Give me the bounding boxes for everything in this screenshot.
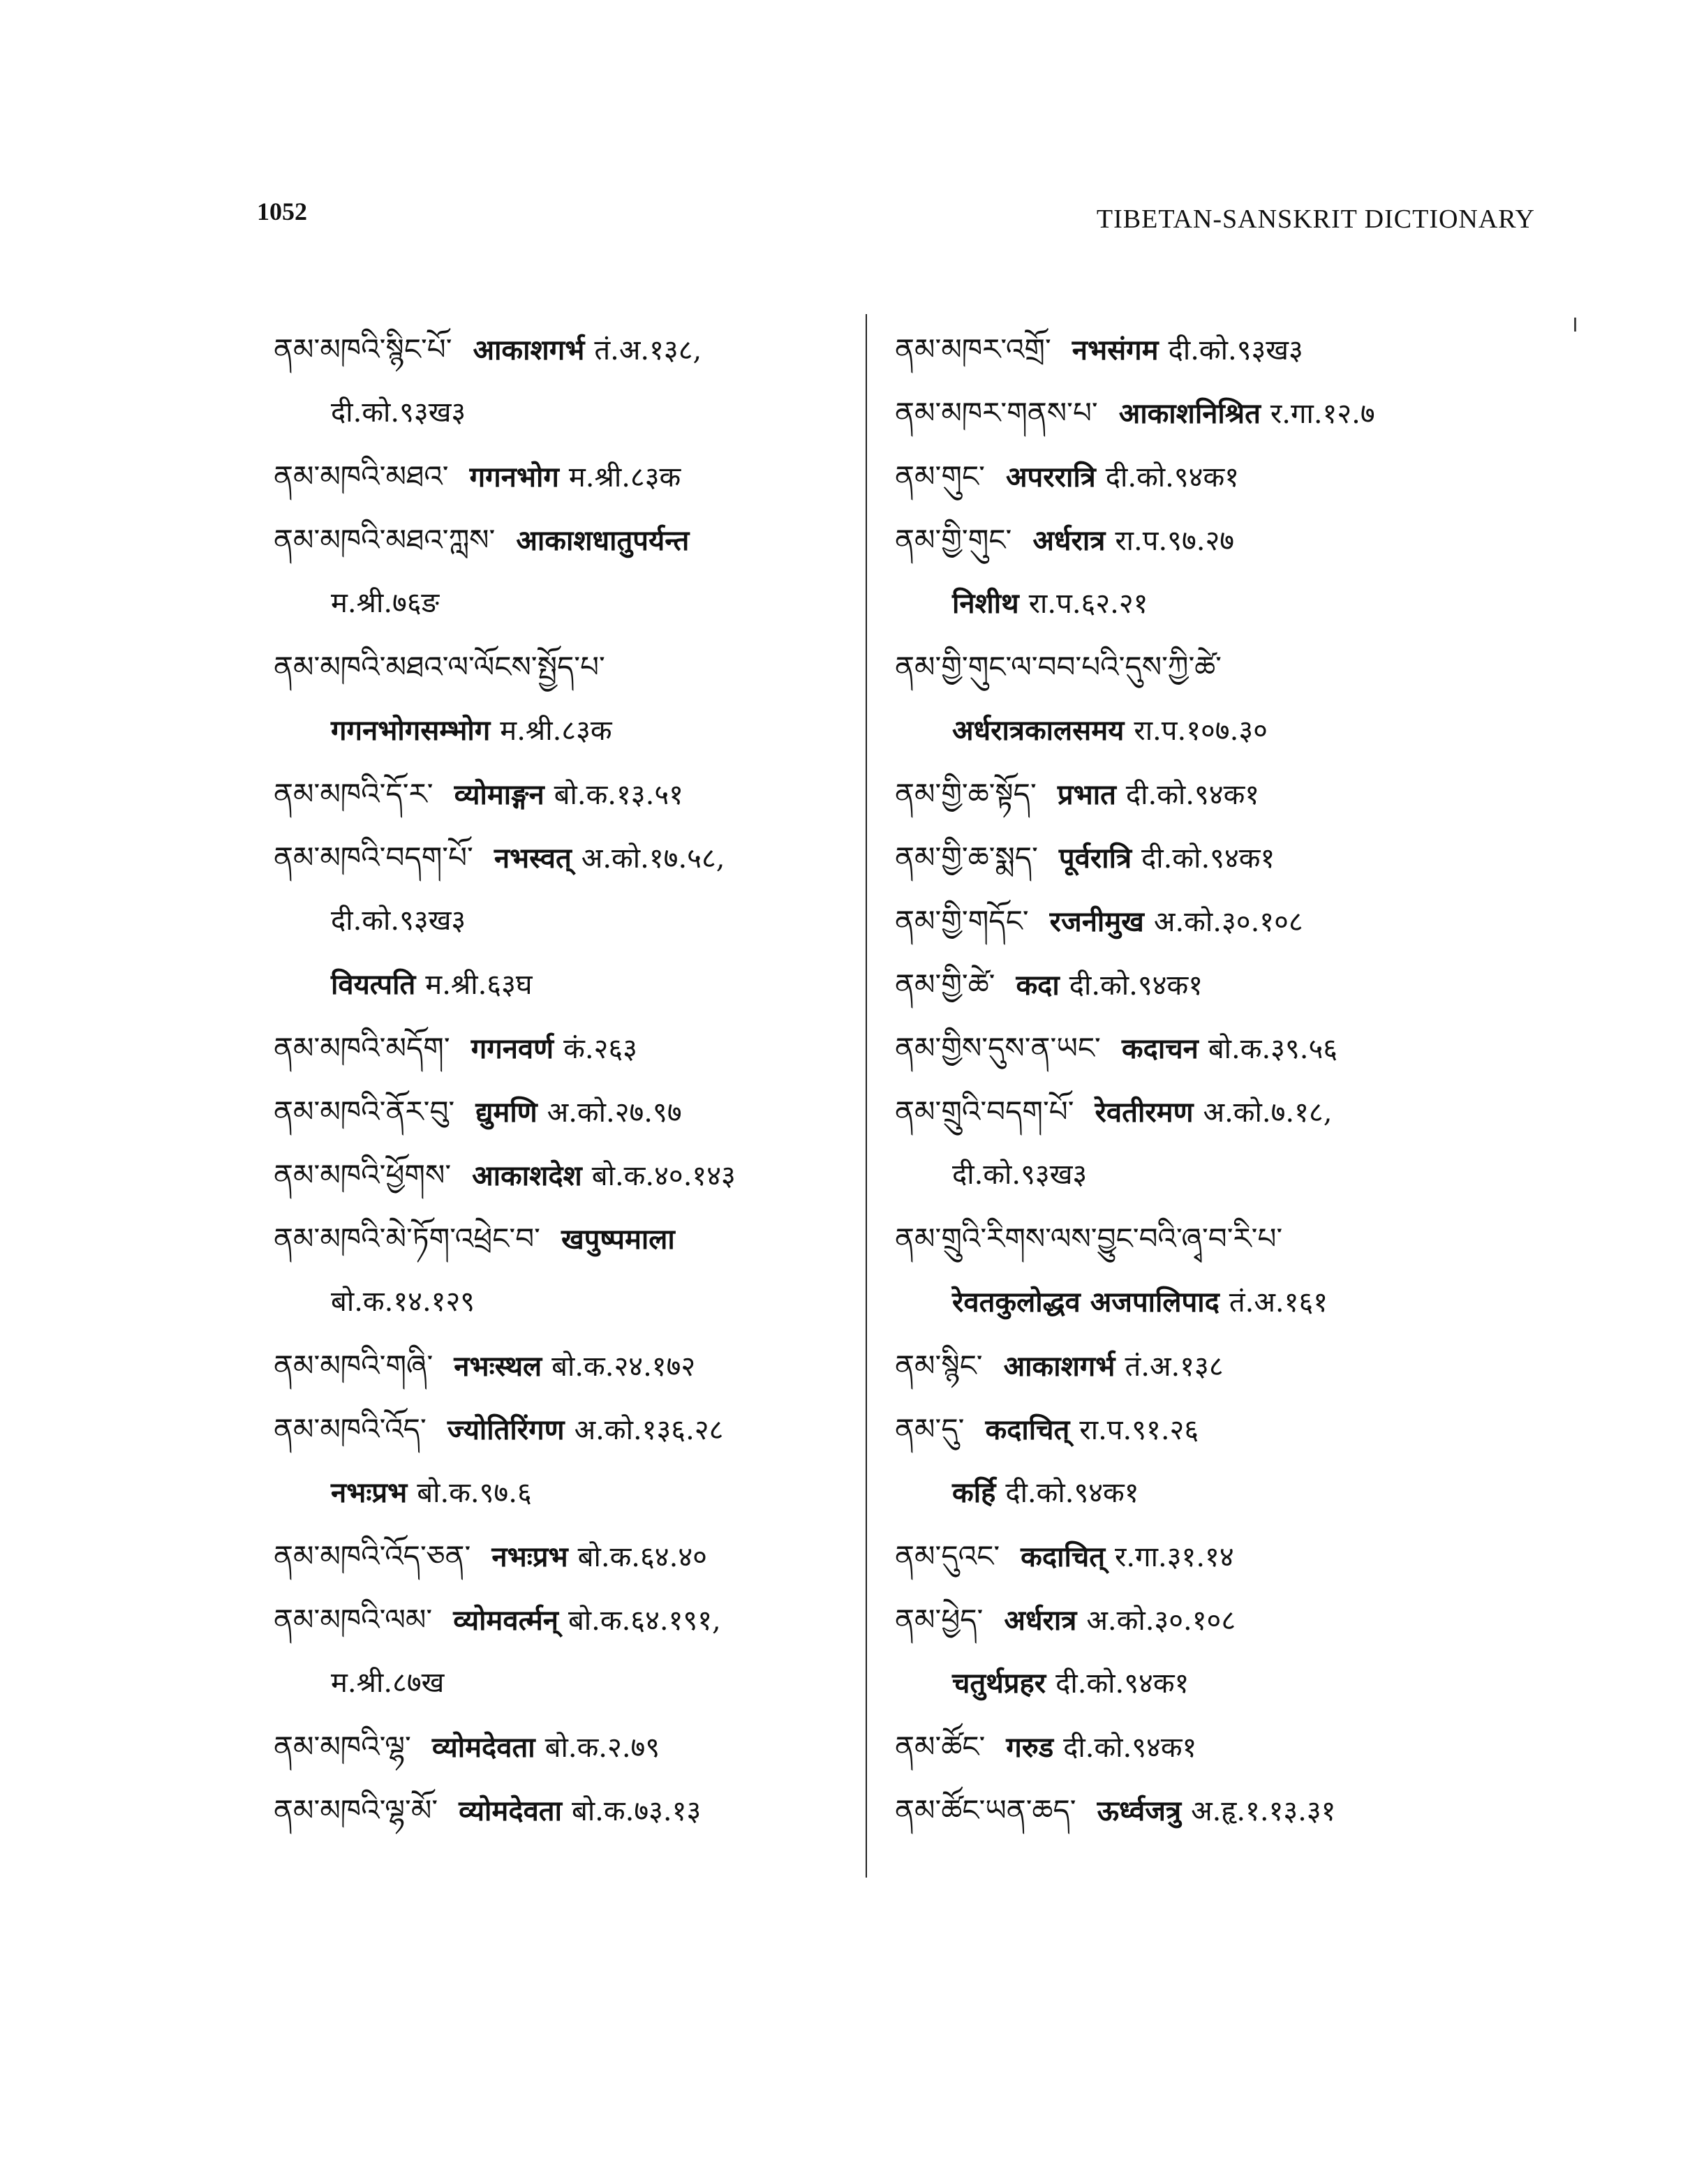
tibetan-headword: ནམ་མཁའི་མཐའ་ལ་ལོངས་སྤྱོད་པ་: [274, 650, 605, 684]
entry-headline: [274, 826, 846, 889]
sanskrit-equivalent: पूर्वरात्रि: [1058, 842, 1132, 875]
entry-headline: [274, 1016, 846, 1080]
dictionary-entry: [895, 1334, 1523, 1397]
sanskrit-equivalent: कर्हि: [952, 1476, 996, 1509]
tibetan-headword: ནམ་དུའང་: [895, 1539, 1000, 1573]
tibetan-headword: ནམ་མཁའི་ནོར་བུ་: [274, 1094, 455, 1129]
sanskrit-equivalent: नभसंगम: [1072, 334, 1159, 366]
entry-continuation-line: [895, 1143, 1523, 1207]
entry-continuation-line: [274, 381, 846, 445]
entry-headline: [274, 1143, 846, 1207]
dictionary-entry: [274, 1715, 846, 1778]
entry-continuation-line: [274, 953, 846, 1016]
dictionary-entry: [274, 1334, 846, 1397]
entry-headline: [274, 1588, 846, 1651]
entry-headline: [895, 953, 1523, 1016]
tibetan-headword: ནམ་མཁར་གནས་པ་: [895, 396, 1098, 430]
sanskrit-equivalent: कदाचित्: [1021, 1540, 1106, 1573]
page-number: 1052: [257, 198, 307, 225]
dictionary-entry: [274, 1778, 846, 1842]
tibetan-headword: ནམ་མཁའི་མདོག་: [274, 1031, 450, 1065]
dictionary-entry: [895, 1715, 1523, 1778]
sanskrit-equivalent: आकाशगर्भ: [1003, 1350, 1115, 1383]
tibetan-headword: ནམ་གུང་: [895, 459, 985, 493]
tibetan-headword: ནམ་མཁའི་ལམ་: [274, 1603, 433, 1637]
scan-speck: [1574, 318, 1576, 332]
entry-headline: [895, 508, 1523, 572]
dictionary-entry: [274, 1143, 846, 1207]
source-reference: तं.अ.१३८: [1125, 1351, 1224, 1383]
tibetan-headword: ནམ་ཕྱེད་: [895, 1603, 984, 1637]
entry-headline: [274, 1207, 846, 1270]
sanskrit-equivalent: खपुष्पमाला: [561, 1223, 675, 1256]
sanskrit-equivalent: व्योमवर्त्मन्: [453, 1604, 558, 1637]
source-reference: बो.क.२४.१७२: [551, 1351, 696, 1383]
source-reference: अ.को.१७.५८,: [581, 842, 725, 875]
source-reference: दी.को.९४क१: [1141, 842, 1275, 875]
entry-headline: [895, 445, 1523, 508]
sanskrit-equivalent: प्रभात: [1057, 778, 1116, 811]
sanskrit-equivalent: ऊर्ध्वजत्रु: [1097, 1795, 1182, 1827]
source-reference: बो.क.६४.४०: [577, 1541, 707, 1573]
dictionary-entry: [895, 318, 1523, 381]
source-reference: म.श्री.७६ङ: [331, 587, 440, 619]
entry-headline: [274, 1778, 846, 1842]
dictionary-entry: [274, 826, 846, 1016]
column-divider: [866, 314, 867, 1878]
entry-headline: [895, 381, 1523, 445]
source-reference: म.श्री.८३क: [568, 461, 681, 493]
dictionary-entry: [895, 508, 1523, 635]
source-reference: बो.क.९७.६: [417, 1477, 532, 1509]
tibetan-headword: ནམ་མཁའི་མཐའ་ཀླས་: [274, 523, 496, 557]
sanskrit-equivalent: व्योमाङ्गन: [454, 778, 544, 811]
sanskrit-equivalent: आकाशनिश्रित: [1118, 397, 1261, 430]
entry-headline: [895, 1207, 1523, 1270]
tibetan-headword: ནམ་དུ་: [895, 1412, 965, 1446]
tibetan-headword: ནམ་མཁའི་སྙིང་པོ་: [274, 332, 452, 366]
tibetan-headword: ནམ་གྱི་ཚེ་: [895, 967, 995, 1002]
tibetan-headword: ནམ་མཁར་འགྲོ་: [895, 332, 1051, 366]
entry-headline: [274, 762, 846, 826]
sanskrit-equivalent: निशीथ: [952, 587, 1019, 620]
entry-headline: [274, 635, 846, 699]
entry-continuation-line: [895, 1461, 1523, 1524]
dictionary-entry: [274, 445, 846, 508]
source-reference: अ.को.२७.९७: [547, 1097, 682, 1129]
source-reference: अ.को.३०.१०८: [1153, 906, 1303, 938]
sanskrit-equivalent: व्योमदेवता: [459, 1795, 562, 1827]
source-reference: दी.को.९४क१: [1063, 1732, 1197, 1764]
sanskrit-equivalent: रजनीमुख: [1049, 905, 1144, 938]
source-reference: अ.को.७.१८,: [1203, 1097, 1333, 1129]
tibetan-headword: ནམ་ཚོང་: [895, 1730, 986, 1764]
sanskrit-equivalent: कदाचित्: [985, 1413, 1070, 1446]
entry-continuation-line: [274, 889, 846, 953]
entry-continuation-line: [895, 1270, 1523, 1334]
source-reference: म.श्री.८३क: [500, 715, 612, 747]
dictionary-entry: [274, 1588, 846, 1715]
sanskrit-equivalent: द्युमणि: [475, 1096, 538, 1129]
tibetan-headword: ནམ་གྱིས་དུས་ན་ཡང་: [895, 1031, 1101, 1065]
dictionary-entry: [895, 635, 1523, 762]
sanskrit-equivalent: आकाशदेश: [472, 1159, 582, 1192]
tibetan-headword: ནམ་མཁའི་འོད་ཅན་: [274, 1539, 471, 1573]
entry-headline: [895, 762, 1523, 826]
entry-headline: [274, 1080, 846, 1143]
sanskrit-equivalent: चतुर्थप्रहर: [952, 1667, 1046, 1700]
dictionary-entry: [895, 445, 1523, 508]
entry-headline: [895, 826, 1523, 889]
source-reference: दी.को.९४क१: [1005, 1477, 1139, 1509]
dictionary-entry: [895, 1016, 1523, 1080]
dictionary-entry: [274, 1524, 846, 1588]
source-reference: दी.को.९४क१: [1105, 461, 1239, 493]
dictionary-entry: [274, 1397, 846, 1524]
dictionary-entry: [895, 889, 1523, 953]
left-column: [274, 318, 846, 1842]
source-reference: अ.को.३०.१०८: [1086, 1605, 1236, 1637]
sanskrit-equivalent: गगनभोग: [469, 461, 559, 493]
entry-headline: [274, 1397, 846, 1461]
tibetan-headword: ནམ་གྲུའི་རིགས་ལས་བྱུང་བའི་ཞྭ་བ་རི་པ་: [895, 1221, 1283, 1256]
entry-continuation-line: [895, 699, 1523, 762]
dictionary-entry: [895, 1397, 1523, 1524]
tibetan-headword: ནམ་གྲུའི་བདག་པོ་: [895, 1094, 1074, 1129]
dictionary-entry: [895, 826, 1523, 889]
source-reference: बो.क.१४.१२९: [331, 1286, 475, 1318]
entry-continuation-line: [895, 572, 1523, 635]
sanskrit-equivalent: गगनभोगसम्भोग: [331, 714, 491, 747]
dictionary-entry: [274, 508, 846, 635]
running-head: TIBETAN-SANSKRIT DICTIONARY: [1096, 205, 1535, 234]
tibetan-headword: ནམ་མཁའི་དོ་ར་: [274, 777, 433, 811]
entry-headline: [895, 318, 1523, 381]
source-reference: अ.हृ.१.१३.३१: [1191, 1795, 1336, 1827]
dictionary-entry: [895, 953, 1523, 1016]
dictionary-entry: [895, 762, 1523, 826]
dictionary-entry: [895, 1207, 1523, 1334]
dictionary-entry: [895, 1778, 1523, 1842]
tibetan-headword: ནམ་མཁའི་མེ་ཏོག་འཕྲེང་བ་: [274, 1221, 540, 1256]
source-reference: दी.को.९४क१: [1069, 970, 1203, 1002]
sanskrit-equivalent: अर्धरात्र: [1004, 1604, 1077, 1637]
source-reference: रा.प.६२.२१: [1028, 588, 1148, 620]
sanskrit-equivalent: नभःप्रभ: [491, 1540, 568, 1573]
right-column: [895, 318, 1523, 1842]
source-reference: तं.अ.१३८,: [594, 334, 702, 366]
tibetan-headword: ནམ་གྱི་གདོང་: [895, 904, 1029, 938]
source-reference: म.श्री.६३घ: [425, 969, 533, 1001]
tibetan-headword: ནམ་མཁའི་ཕྱོགས་: [274, 1158, 452, 1192]
sanskrit-equivalent: गरुड: [1006, 1731, 1054, 1764]
dictionary-entry: [895, 1524, 1523, 1588]
source-reference: रा.प.१०७.३०: [1134, 715, 1268, 747]
source-reference: बो.क.१३.५१: [554, 779, 683, 811]
source-reference: अ.को.१३६.२८: [574, 1414, 724, 1446]
tibetan-headword: ནམ་གྱི་གུང་: [895, 523, 1012, 557]
sanskrit-equivalent: कदा: [1016, 969, 1060, 1002]
entry-headline: [895, 1334, 1523, 1397]
source-reference: बो.क.३९.५६: [1208, 1033, 1338, 1065]
entry-continuation-line: [274, 1270, 846, 1334]
entry-headline: [895, 1524, 1523, 1588]
entry-continuation-line: [274, 572, 846, 635]
sanskrit-equivalent: आकाशधातुपर्यन्त: [516, 524, 690, 557]
sanskrit-equivalent: रेवतीरमण: [1095, 1096, 1194, 1129]
source-reference: बो.क.२.७९: [544, 1732, 660, 1764]
tibetan-headword: ནམ་མཁའི་འོད་: [274, 1412, 427, 1446]
sanskrit-equivalent: अर्धरात्र: [1032, 524, 1106, 557]
sanskrit-equivalent: कदाचन: [1121, 1032, 1199, 1065]
source-reference: र.गा.१२.७: [1270, 398, 1375, 430]
entry-headline: [895, 1080, 1523, 1143]
source-reference: दी.को.९३ख३: [331, 396, 466, 429]
entry-headline: [274, 318, 846, 381]
source-reference: र.गा.३१.१४: [1115, 1541, 1234, 1573]
source-reference: म.श्री.८७ख: [331, 1667, 445, 1699]
entry-headline: [274, 1334, 846, 1397]
entry-headline: [895, 1588, 1523, 1651]
sanskrit-equivalent: नभःस्थल: [454, 1350, 542, 1383]
entry-headline: [274, 1524, 846, 1588]
sanskrit-equivalent: अर्धरात्रकालसमय: [952, 714, 1125, 747]
tibetan-headword: ནམ་གྱི་ཆ་སྟོད་: [895, 777, 1037, 811]
source-reference: दी.को.९३ख३: [1168, 334, 1303, 366]
source-reference: तं.अ.१६१: [1229, 1286, 1328, 1318]
entry-headline: [274, 445, 846, 508]
source-reference: बो.क.७३.१३: [571, 1795, 702, 1827]
tibetan-headword: ནམ་མཁའི་ལྷ་མོ་: [274, 1793, 438, 1827]
tibetan-headword: ནམ་མཁའི་གཞི་: [274, 1349, 433, 1383]
source-reference: बो.क.६४.१९१,: [568, 1605, 721, 1637]
dictionary-entry: [895, 1588, 1523, 1715]
dictionary-entry: [274, 635, 846, 762]
entry-headline: [274, 508, 846, 572]
tibetan-headword: ནམ་གྱི་གུང་ལ་བབ་པའི་དུས་ཀྱི་ཚེ་: [895, 650, 1222, 684]
entry-continuation-line: [274, 699, 846, 762]
entry-headline: [895, 635, 1523, 699]
source-reference: दी.को.९३ख३: [331, 905, 466, 937]
entry-continuation-line: [274, 1651, 846, 1715]
tibetan-headword: ནམ་སྙིང་: [895, 1349, 983, 1383]
sanskrit-equivalent: नभःप्रभ: [331, 1476, 408, 1509]
source-reference: दी.को.९४क१: [1125, 779, 1260, 811]
sanskrit-equivalent: अपररात्रि: [1005, 461, 1096, 493]
sanskrit-equivalent: नभस्वत्: [494, 842, 572, 875]
source-reference: दी.को.९३ख३: [952, 1159, 1088, 1191]
dictionary-entry: [274, 1207, 846, 1334]
source-reference: दी.को.९४क१: [1055, 1667, 1189, 1700]
source-reference: रा.प.९७.२७: [1115, 525, 1235, 557]
entry-continuation-line: [895, 1651, 1523, 1715]
dictionary-entry: [274, 1080, 846, 1143]
source-reference: कं.२६३: [563, 1033, 637, 1065]
sanskrit-equivalent: वियत्पति: [331, 968, 416, 1001]
entry-headline: [895, 1778, 1523, 1842]
dictionary-entry: [274, 1016, 846, 1080]
entry-headline: [274, 1715, 846, 1778]
dictionary-entry: [274, 762, 846, 826]
entry-headline: [895, 889, 1523, 953]
source-reference: बो.क.४०.१४३: [591, 1160, 736, 1192]
sanskrit-equivalent: रेवतकुलोद्धव अजपालिपाद: [952, 1286, 1220, 1318]
sanskrit-equivalent: व्योमदेवता: [431, 1731, 535, 1764]
dictionary-entry: [895, 1080, 1523, 1207]
sanskrit-equivalent: गगनवर्ण: [470, 1032, 554, 1065]
entry-continuation-line: [274, 1461, 846, 1524]
dictionary-entry: [274, 318, 846, 445]
sanskrit-equivalent: ज्योतिरिंगण: [447, 1413, 565, 1446]
source-reference: रा.प.९१.२६: [1079, 1414, 1199, 1446]
entry-headline: [895, 1715, 1523, 1778]
tibetan-headword: ནམ་མཁའི་བདག་པོ་: [274, 840, 473, 875]
sanskrit-equivalent: आकाशगर्भ: [473, 334, 585, 366]
tibetan-headword: ནམ་གྱི་ཆ་སྨད་: [895, 840, 1038, 875]
tibetan-headword: ནམ་མཁའི་ལྷ་: [274, 1730, 411, 1764]
entry-headline: [895, 1397, 1523, 1461]
dictionary-entry: [895, 381, 1523, 445]
entry-headline: [895, 1016, 1523, 1080]
tibetan-headword: ནམ་ཚོང་ཡན་ཆད་: [895, 1793, 1076, 1827]
tibetan-headword: ནམ་མཁའི་མཐའ་: [274, 459, 449, 493]
